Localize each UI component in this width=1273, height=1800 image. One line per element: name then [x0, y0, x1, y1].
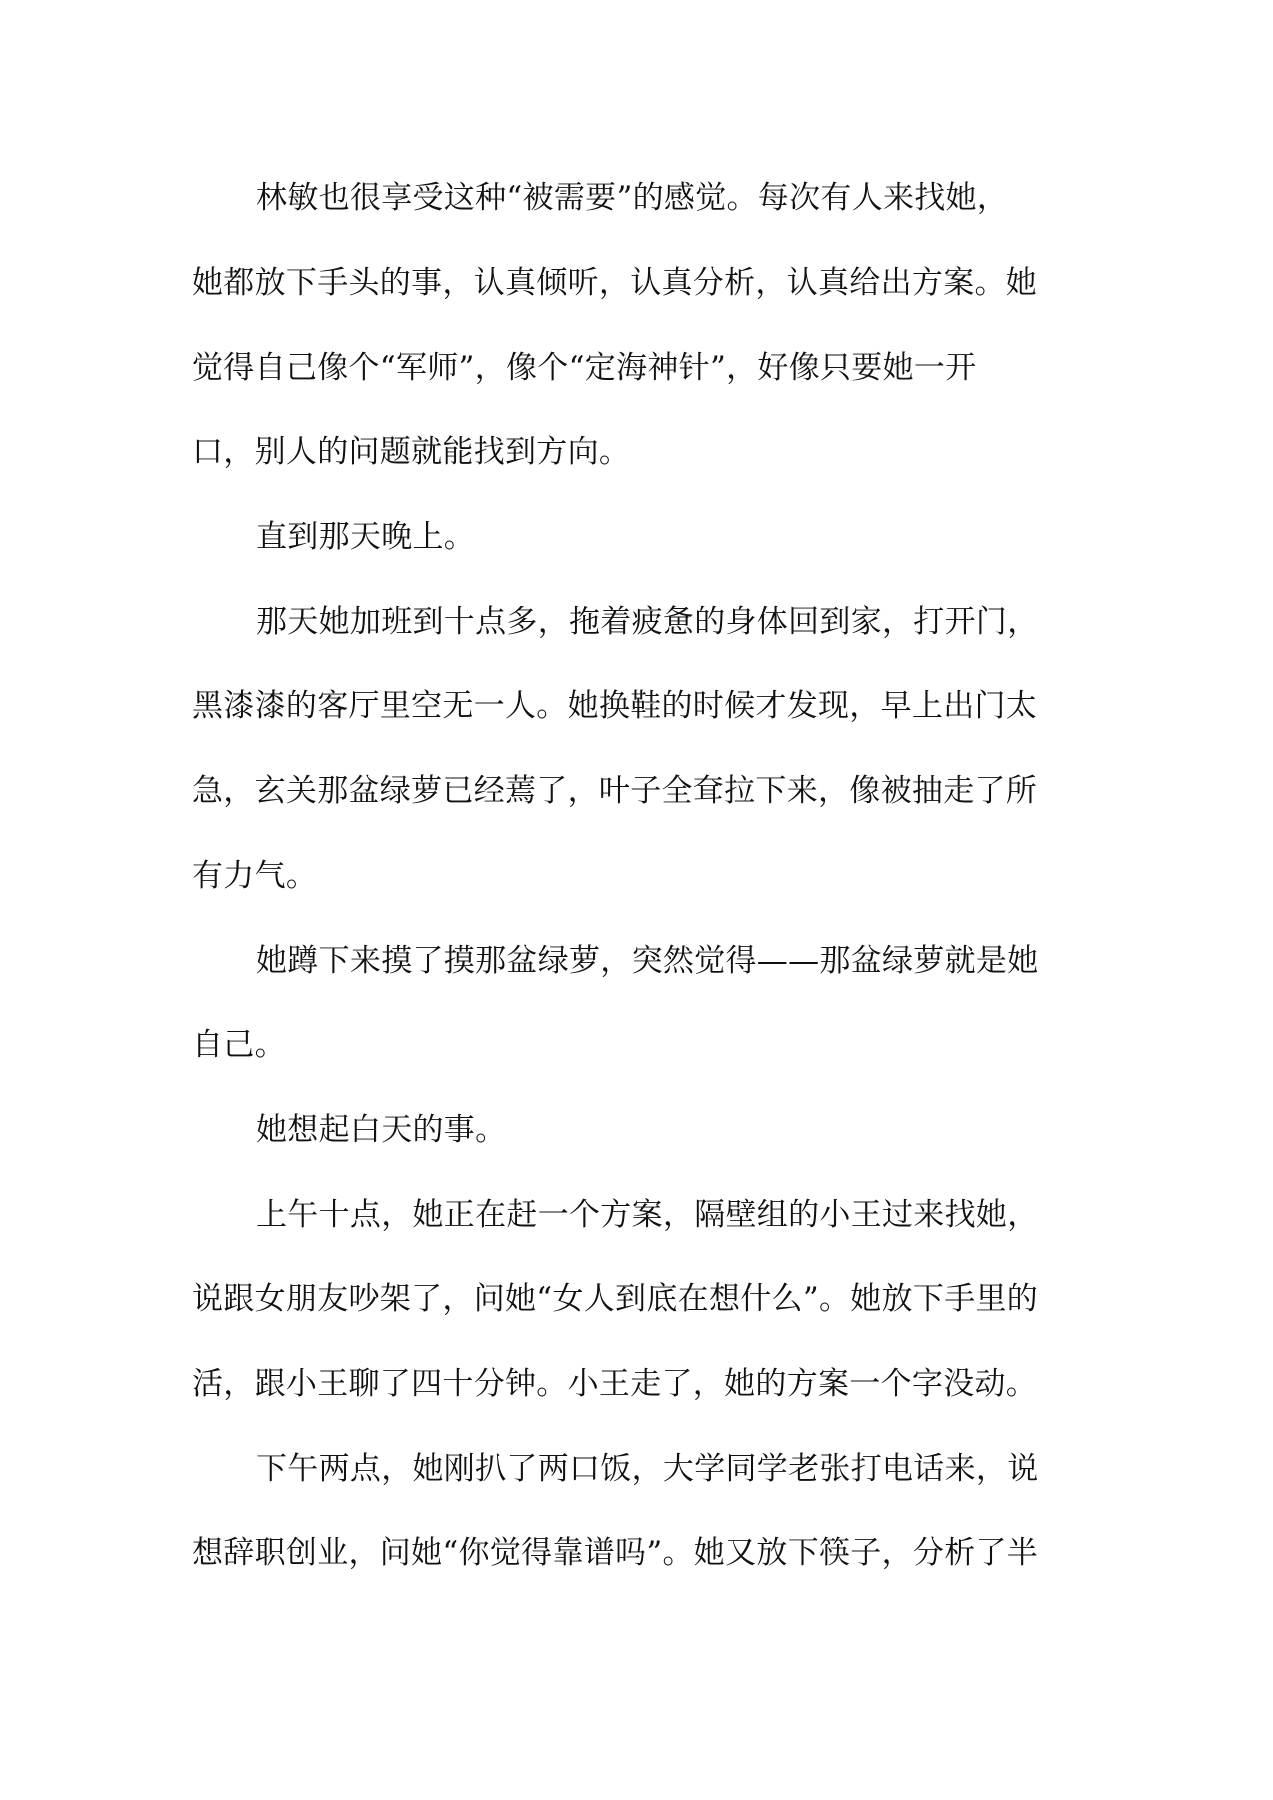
paragraph-line: 说跟女朋友吵架了，问她“女人到底在想什么”。她放下手里的: [192, 1281, 1039, 1317]
paragraph-line: 觉得自己像个“军师”，像个“定海神针”，好像只要她一开: [192, 350, 977, 386]
paragraph-line: 口，别人的问题就能找到方向。: [192, 434, 631, 470]
paragraph-line: 活，跟小王聊了四十分钟。小王走了，她的方案一个字没动。: [192, 1366, 1038, 1402]
paragraph-line: 她都放下手头的事，认真倾听，认真分析，认真给出方案。她: [192, 265, 1038, 301]
paragraph-line: 急，玄关那盆绿萝已经蔫了，叶子全耷拉下来，像被抽走了所: [192, 773, 1038, 809]
paragraph-line: 下午两点，她刚扒了两口饭，大学同学老张打电话来，说: [256, 1451, 1039, 1487]
paragraph-line: 直到那天晚上。: [256, 519, 476, 555]
paragraph-line: 黑漆漆的客厅里空无一人。她换鞋的时候才发现，早上出门太: [192, 688, 1038, 724]
paragraph-line: 想辞职创业，问她“你觉得靠谱吗”。她又放下筷子，分析了半: [192, 1535, 1039, 1571]
paragraph-line: 自己。: [192, 1027, 286, 1063]
paragraph-line: 她想起白天的事。: [256, 1112, 507, 1148]
paragraph-line: 她蹲下来摸了摸那盆绿萝，突然觉得——那盆绿萝就是她: [256, 943, 1039, 979]
paragraph-line: 上午十点，她正在赶一个方案，隔壁组的小王过来找她，: [256, 1197, 1039, 1233]
paragraph-line: 林敏也很享受这种“被需要”的感觉。每次有人来找她，: [256, 180, 1009, 216]
paragraph-line: 那天她加班到十点多，拖着疲惫的身体回到家，打开门，: [256, 604, 1039, 640]
paragraph-line: 有力气。: [192, 858, 318, 894]
